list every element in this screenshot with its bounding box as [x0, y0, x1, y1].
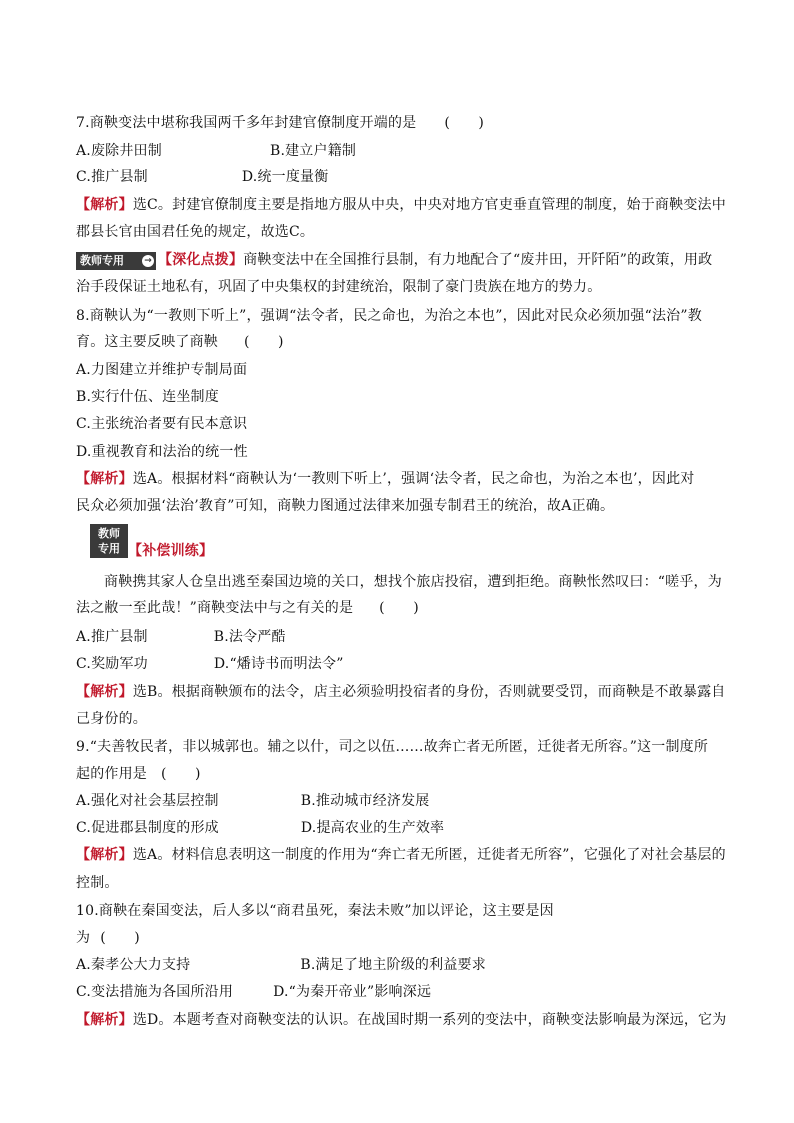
q10-stem-line-1: 10.商鞅在秦国变法，后人多以“商君虽死，秦法未败”加以评论，这主要是因 [76, 903, 554, 919]
q8-answer-paren: ( ) [244, 334, 284, 350]
q7-stem: 7.商鞅变法中堪称我国两千多年封建官僚制度开端的是 [76, 115, 417, 131]
arrow-circle-icon: → [142, 255, 154, 267]
q7-options-row-1 [76, 141, 356, 161]
q8-option-b: B.实行什伍、连坐制度 [76, 389, 219, 405]
supplement-option-d: D.“燔诗书而明法令” [213, 656, 344, 672]
q7-deepen-line-2: 治手段保证土地私有，巩固了中央集权的封建统治，限制了豪门贵族在地方的势力。 [76, 279, 602, 295]
q7-deepen-text-1: 商鞅变法中在全国推行县制，有力地配合了“废井田，开阡陌”的政策，用政 [243, 252, 713, 268]
q9-options-row-1 [76, 791, 430, 811]
q9-analysis-line-1 [76, 845, 726, 865]
q10-option-c: C.变法措施为各国所沿用 [76, 984, 234, 1000]
q7-analysis-line-1 [76, 195, 726, 215]
supplement-stem-2: 法之敝一至此哉！”商鞅变法中与之有关的是 [76, 600, 354, 616]
q8-analysis-text-1: 选A。根据材料“商鞅认为‘一教则下听上’，强调‘法令者，民之命也，为治之本也’，因此对 [132, 471, 695, 487]
teacher-only-badge [76, 252, 156, 270]
supplement-analysis-line-2: 己身份的。 [76, 711, 147, 727]
q7-option-c: C.推广县制 [76, 169, 148, 185]
q8-option-d: D.重视教育和法治的统一性 [76, 444, 248, 460]
q7-analysis-text-1: 选C。封建官僚制度主要是指地方服从中央，中央对地方官吏垂直管理的制度，始于商鞅变法中 [132, 197, 726, 213]
q7-deepen-tag: 【深化点拨】 [158, 252, 244, 268]
supplement-analysis-line-1 [76, 682, 726, 702]
q9-option-b: B.推动城市经济发展 [300, 793, 430, 809]
q10-option-b: B.满足了地主阶级的利益要求 [300, 957, 486, 973]
supplement-option-a: A.推广县制 [76, 629, 148, 645]
q10-stem-line-2 [76, 928, 140, 948]
q7-deepen-line-1 [158, 250, 712, 270]
q9-analysis-line-2: 控制。 [76, 875, 119, 891]
supplement-stem-line-1: 商鞅携其家人仓皇出逃至秦国边境的关口，想找个旅店投宿，遭到拒绝。商鞅怅然叹曰：“嗟乎，为 [104, 574, 722, 590]
q7-stem-line [76, 113, 484, 133]
q7-options-row-2 [76, 167, 328, 187]
q8-stem-line-1: 8.商鞅认为“一教则下听上”，强调“法令者，民之命也，为治之本也”，因此对民众必须加强“法治”教 [76, 308, 702, 324]
q8-stem-line-2 [76, 332, 284, 352]
q9-stem-2: 起的作用是 [76, 766, 147, 782]
q9-answer-paren: ( ) [161, 766, 201, 782]
q10-options-row-1 [76, 955, 486, 975]
q9-option-a: A.强化对社会基层控制 [76, 793, 219, 809]
q8-option-a: A.力图建立并维护专制局面 [76, 362, 248, 378]
supplement-analysis-tag: 【解析】 [76, 684, 133, 700]
q8-analysis-line-1 [76, 469, 694, 489]
q10-stem-2: 为 [76, 930, 91, 946]
q9-stem-line-2 [76, 764, 201, 784]
teacher-only-box-badge [90, 524, 128, 558]
supplement-options-row-1 [76, 627, 286, 647]
q7-option-b: B.建立户籍制 [269, 143, 357, 159]
q7-option-a: A.废除井田制 [76, 143, 162, 159]
teacher-only-badge-label: 教师专用 [80, 254, 124, 267]
q7-option-d: D.统一度量衡 [241, 169, 329, 185]
q9-options-row-2 [76, 818, 444, 838]
q10-option-d: D.“为秦开帝业”影响深远 [273, 984, 432, 1000]
q10-answer-paren: ( ) [100, 930, 140, 946]
q9-analysis-tag: 【解析】 [76, 847, 133, 863]
q10-option-a: A.秦孝公大力支持 [76, 957, 191, 973]
q9-stem-line-1: 9.“夫善牧民者，非以城郭也。辅之以什，司之以伍……故奔亡者无所匿，迁徙者无所容。”这一制度所 [76, 739, 709, 755]
q10-analysis-line-1 [76, 1010, 726, 1030]
supplement-tag [128, 541, 213, 561]
q7-answer-paren: ( ) [444, 115, 485, 131]
badge-line-1: 教师 [98, 527, 120, 540]
q7-analysis-line-2: 郡县长官由国君任免的规定，故选C。 [76, 224, 315, 240]
q9-option-d: D.提高农业的生产效率 [300, 820, 445, 836]
supplement-answer-paren: ( ) [379, 600, 419, 616]
q10-options-row-2 [76, 982, 431, 1002]
q8-analysis-line-2: 民众必须加强‘法治’教育”可知，商鞅力图通过法律来加强专制君王的统治，故A正确。 [76, 498, 615, 514]
q8-stem-2: 育。这主要反映了商鞅 [76, 334, 218, 350]
supplement-option-b: B.法令严酷 [213, 629, 286, 645]
q10-analysis-tag: 【解析】 [76, 1012, 133, 1028]
supplement-analysis-text-1: 选B。根据商鞅颁布的法令，店主必须验明投宿者的身份，否则就要受罚，而商鞅是不敢暴露自 [132, 684, 726, 700]
badge-line-2: 专用 [98, 542, 120, 555]
q9-option-c: C.促进郡县制度的形成 [76, 820, 219, 836]
q10-analysis-text-1: 选D。本题考查对商鞅变法的认识。在战国时期一系列的变法中，商鞅变法影响最为深远，它为 [132, 1012, 727, 1028]
supplement-stem-line-2 [76, 598, 419, 618]
supplement-options-row-2 [76, 654, 344, 674]
q8-option-c: C.主张统治者要有民本意识 [76, 416, 248, 432]
q7-analysis-tag: 【解析】 [76, 197, 133, 213]
q9-analysis-text-1: 选A。材料信息表明这一制度的作用为“奔亡者无所匿，迁徙者无所容”，它强化了对社会基层的 [132, 847, 726, 863]
q8-analysis-tag: 【解析】 [76, 471, 133, 487]
supplement-option-c: C.奖励军功 [76, 656, 148, 672]
supplement-tag-text: 【补偿训练】 [128, 543, 214, 559]
